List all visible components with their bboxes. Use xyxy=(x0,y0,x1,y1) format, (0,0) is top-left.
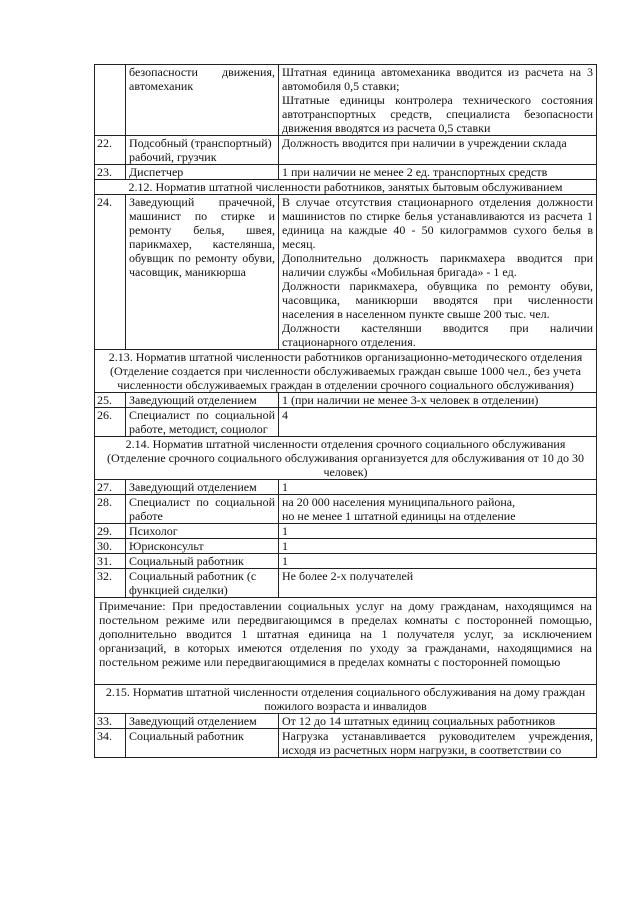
position-note: Нагрузка устанавливается руководителем учреждения, исходя из расчетных норм нагрузки, в соответствии со xyxy=(279,729,597,758)
position-note: Должность вводится при наличии в учреждении склада xyxy=(279,136,597,165)
row-number: 32. xyxy=(95,569,126,598)
table-row xyxy=(95,165,597,180)
position-name: Специалист по социальной работе, методист, социолог xyxy=(126,408,279,437)
row-number: 26. xyxy=(95,408,126,437)
document-page xyxy=(94,64,596,758)
position-name: Социальный работник xyxy=(126,729,279,758)
position-name: Специалист по социальной работе xyxy=(126,495,279,524)
position-name: Диспетчер xyxy=(126,165,279,180)
table-row xyxy=(95,524,597,539)
position-name: Заведующий отделением xyxy=(126,714,279,729)
section-heading xyxy=(95,685,597,714)
section-heading xyxy=(95,350,597,393)
section-heading xyxy=(95,180,597,195)
table-row xyxy=(95,393,597,408)
row-number: 25. xyxy=(95,393,126,408)
position-name: безопасности движения, автомеханик xyxy=(126,65,279,136)
section-title: 2.12. Норматив штатной численности работников, занятых бытовым обслуживанием xyxy=(95,180,597,195)
position-note: 1 xyxy=(279,539,597,554)
position-note: От 12 до 14 штатных единиц социальных работников xyxy=(279,714,597,729)
row-number: 33. xyxy=(95,714,126,729)
position-note: Не более 2-х получателей xyxy=(279,569,597,598)
row-number: 27. xyxy=(95,480,126,495)
position-note: 1 при наличии не менее 2 ед. транспортных средств xyxy=(279,165,597,180)
position-name: Социальный работник (с функцией сиделки) xyxy=(126,569,279,598)
remark-spacer xyxy=(99,669,592,682)
remark-text: Примечание: При предоставлении социальных услуг на дому гражданам, находящимся на постельном режиме или передвигающимся в пределах комнаты с посторонней помощью, дополнительно вводится 1 штатная единица на 1 получателя услуг, за исключением организаций, в которых имеются отделения по уходу за гражданами, находящимися на постельном режиме или передвигающимися в пределах комнаты с посторонней помощью xyxy=(95,598,597,685)
row-number: 24. xyxy=(95,195,126,350)
position-note: 1 xyxy=(279,554,597,569)
table-row xyxy=(95,729,597,758)
position-note: 1 (при наличии не менее 3-х человек в отделении) xyxy=(279,393,597,408)
position-name: Подсобный (транспортный) рабочий, грузчик xyxy=(126,136,279,165)
table-row xyxy=(95,408,597,437)
row-number: 30. xyxy=(95,539,126,554)
position-name: Юрисконсульт xyxy=(126,539,279,554)
position-note: 1 xyxy=(279,480,597,495)
table-row xyxy=(95,539,597,554)
row-number: 34. xyxy=(95,729,126,758)
table-row xyxy=(95,65,597,136)
position-name: Социальный работник xyxy=(126,554,279,569)
position-note: 4 xyxy=(279,408,597,437)
position-name: Заведующий отделением xyxy=(126,393,279,408)
table-row xyxy=(95,495,597,524)
section-heading xyxy=(95,437,597,480)
position-name: Заведующий отделением xyxy=(126,480,279,495)
position-name: Психолог xyxy=(126,524,279,539)
position-note: Штатная единица автомеханика вводится из расчета на 3 автомобиля 0,5 ставки; Штатные единицы контролера технического состояния автотранспортных средств, специалиста безопасности движения вводятся из расчета 0,5 ставки xyxy=(279,65,597,136)
position-note: на 20 000 населения муниципального района, но не менее 1 штатной единицы на отделение xyxy=(279,495,597,524)
remark-row xyxy=(95,598,597,685)
table-row xyxy=(95,569,597,598)
position-name: Заведующий прачечной, машинист по стирке и ремонту белья, швея, парикмахер, кастелянша, обувщик по ремонту обуви, часовщик, маникюрша xyxy=(126,195,279,350)
table-row xyxy=(95,480,597,495)
row-number: 31. xyxy=(95,554,126,569)
section-title: 2.15. Норматив штатной численности отделения социального обслуживания на дому граждан пожилого возраста и инвалидов xyxy=(95,685,597,714)
staffing-norms-table xyxy=(94,64,597,758)
row-number: 23. xyxy=(95,165,126,180)
position-note: 1 xyxy=(279,524,597,539)
section-title: 2.13. Норматив штатной численности работников организационно-методического отделения (Отделение создается при численности обслуживаемых граждан свыше 1000 чел., без учета численности обслуживаемых граждан в отделении срочного социального обслуживания) xyxy=(95,350,597,393)
section-title: 2.14. Норматив штатной численности отделения срочного социального обслуживания (Отделение срочного социального обслуживания организуется для обслуживания от 10 до 30 человек) xyxy=(95,437,597,480)
row-number: 22. xyxy=(95,136,126,165)
row-number: 28. xyxy=(95,495,126,524)
table-row xyxy=(95,554,597,569)
table-row xyxy=(95,714,597,729)
position-note: В случае отсутствия стационарного отделения должности машинистов по стирке белья устанавливаются из расчета 1 единица на каждые 40 - 50 килограммов сухого белья в месяц. Дополнительно должность парикмахера вводится при наличии службы «Мобильная бригада» - 1 ед. Должности парикмахера, обувщика по ремонту обуви, часовщика, маникюрши вводятся при численности населения в населенном пункте свыше 200 тыс. чел. Должности кастелянши вводится при наличии стационарного отделения. xyxy=(279,195,597,350)
row-number xyxy=(95,65,126,136)
table-row xyxy=(95,136,597,165)
row-number: 29. xyxy=(95,524,126,539)
table-row xyxy=(95,195,597,350)
